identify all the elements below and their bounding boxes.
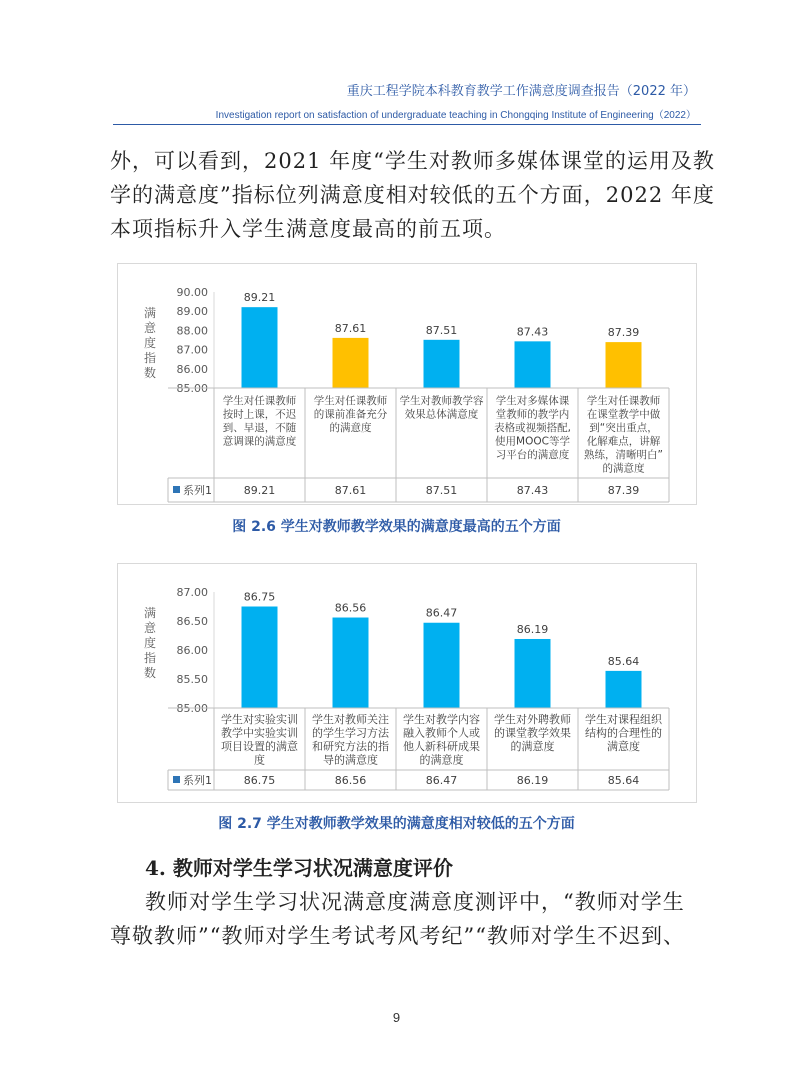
figure-caption: 图 2.6 学生对教师教学效果的满意度最高的五个方面 <box>232 519 561 535</box>
y-tick-label: 87.00 <box>176 586 208 599</box>
category-label: 学生对实验实训教学中实验实训项目设置的满意度 <box>221 713 298 767</box>
table-value: 89.21 <box>243 484 276 497</box>
paragraph-line: 学的满意度”指标位列满意度相对较低的五个方面，2022 年度 <box>110 183 715 207</box>
y-tick-label: 86.00 <box>176 362 208 376</box>
chart-svg <box>118 564 696 802</box>
table-value: 87.39 <box>607 484 640 497</box>
data-label: 89.21 <box>243 291 276 305</box>
bar <box>333 338 369 388</box>
chart-lower-satisfaction <box>117 563 697 803</box>
data-label: 87.51 <box>425 323 458 337</box>
chart-highest-satisfaction <box>117 263 697 505</box>
category-label: 学生对任课教师按时上课，不迟到、早退，不随意调课的满意度 <box>222 395 297 448</box>
bar <box>515 639 551 708</box>
data-label: 87.61 <box>334 321 367 335</box>
category-label: 学生对任课教师在课堂教学中做到“突出重点，化解难点，讲解熟练，清晰明白”的满意度 <box>584 395 663 475</box>
page-number: 9 <box>392 1010 401 1025</box>
y-tick-label: 88.00 <box>176 324 208 338</box>
y-axis-title: 满意度指数 <box>143 306 157 380</box>
legend-swatch <box>173 486 180 493</box>
data-label: 86.56 <box>334 601 367 615</box>
category-label: 学生对外聘教师的课堂教学效果的满意度 <box>494 713 571 753</box>
category-label: 学生对教学内容融入教师个人或他人新科研成果的满意度 <box>403 713 480 767</box>
report-title: 重庆工程学院本科教育教学工作满意度调查报告（2022 年） <box>346 84 696 99</box>
paragraph-line: 本项指标升入学生满意度最高的前五项。 <box>110 217 506 241</box>
paragraph-line: 教师对学生学习状况满意度满意度测评中，“教师对学生 <box>145 890 685 914</box>
bar <box>606 342 642 388</box>
table-value: 87.51 <box>425 484 458 497</box>
category-label: 学生对教师教学容效果总体满意度 <box>399 395 484 421</box>
y-tick-label: 86.50 <box>176 615 208 628</box>
category-label: 学生对多媒体课堂教师的教学内表格或视频搭配,使用MOOC等学习平台的满意度 <box>494 395 571 461</box>
category-label: 学生对教师关注的学生学习方法和研究方法的指导的满意度 <box>312 713 389 767</box>
bar <box>242 307 278 388</box>
section-heading: 4. 教师对学生学习状况满意度评价 <box>145 856 453 880</box>
data-label: 87.39 <box>607 326 640 340</box>
table-value: 86.47 <box>425 774 458 787</box>
chart-plot <box>144 586 669 790</box>
table-value: 86.75 <box>243 774 276 787</box>
bar <box>333 618 369 708</box>
bar <box>424 340 460 388</box>
y-tick-label: 89.00 <box>176 305 208 319</box>
table-value: 87.61 <box>334 484 367 497</box>
chart-plot <box>144 286 669 502</box>
category-label: 学生对课程组织结构的合理性的满意度 <box>585 713 662 753</box>
y-tick-label: 85.00 <box>176 382 208 395</box>
bar <box>242 607 278 709</box>
report-subtitle: Investigation report on satisfaction of undergraduate teaching in Chongqing Institute of Engineering（2022） <box>215 110 696 121</box>
data-label: 85.64 <box>607 654 640 668</box>
legend-swatch <box>173 776 180 783</box>
header-divider <box>113 124 701 125</box>
paragraph-1 <box>110 144 715 246</box>
category-label: 学生对任课教师的课前准备充分的满意度 <box>313 395 388 434</box>
y-tick-label: 85.50 <box>176 673 208 686</box>
data-label: 86.47 <box>425 606 458 620</box>
bar <box>515 341 551 388</box>
table-value: 86.19 <box>516 774 549 787</box>
y-tick-label: 86.00 <box>176 644 208 657</box>
chart-svg <box>118 264 696 504</box>
table-value: 86.56 <box>334 774 367 787</box>
data-label: 86.19 <box>516 622 549 636</box>
data-label: 86.75 <box>243 590 276 604</box>
legend-label: 系列1 <box>183 484 212 497</box>
paragraph-2 <box>110 885 705 953</box>
y-tick-label: 85.00 <box>176 702 208 715</box>
paragraph-line: 外，可以看到，2021 年度“学生对教师多媒体课堂的运用及教 <box>110 149 715 173</box>
bar <box>606 671 642 708</box>
y-tick-label: 87.00 <box>176 343 208 357</box>
y-axis-title: 满意度指数 <box>143 606 157 680</box>
bar <box>424 623 460 708</box>
table-value: 87.43 <box>516 484 549 497</box>
figure-caption: 图 2.7 学生对教师教学效果的满意度相对较低的五个方面 <box>218 816 575 832</box>
data-label: 87.43 <box>516 325 549 339</box>
y-tick-label: 90.00 <box>176 286 208 299</box>
paragraph-line: 尊敬教师”“教师对学生考试考风考纪”“教师对学生不迟到、 <box>110 924 685 948</box>
legend-label: 系列1 <box>183 774 212 787</box>
table-value: 85.64 <box>607 774 640 787</box>
